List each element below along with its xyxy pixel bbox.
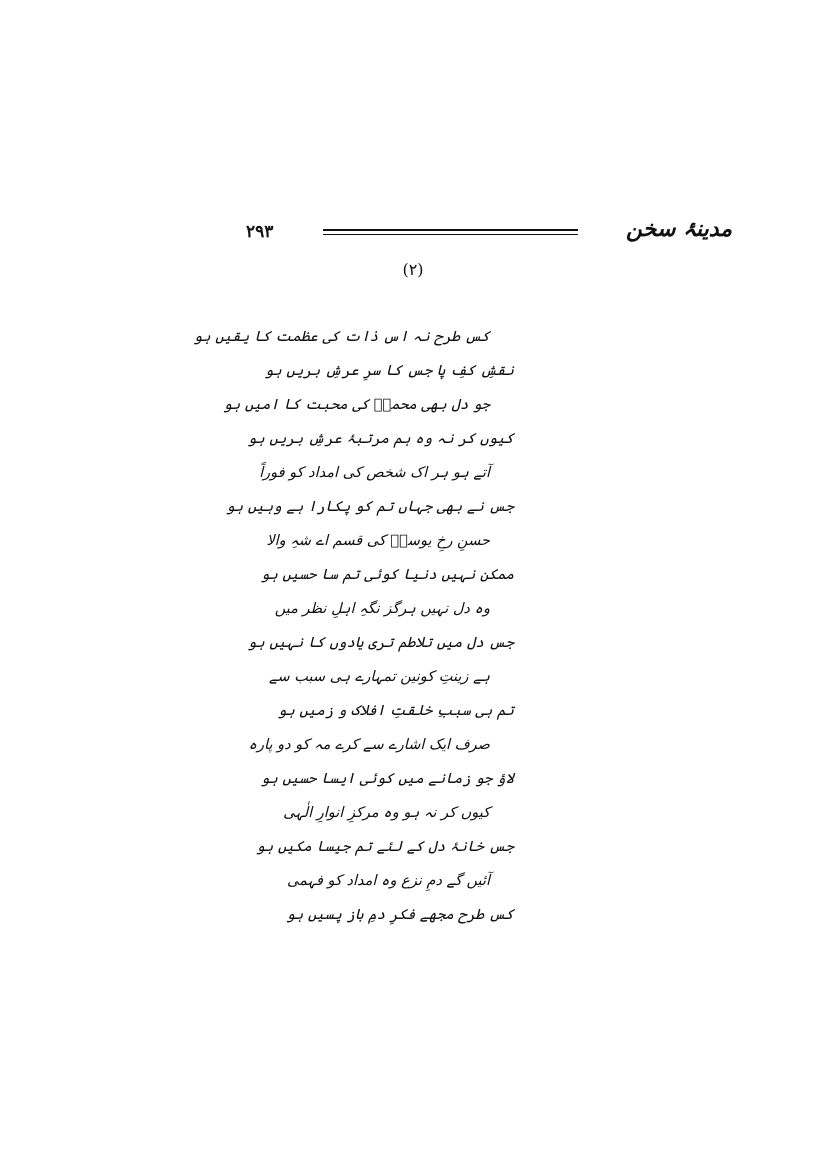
poem-line: کیوں کر نہ ہو وہ مرکزِ انوارِ الٰہی xyxy=(283,805,490,821)
poem-line: لاؤ جو زمانے میں کوئی ایسا حسیں ہو xyxy=(260,771,514,787)
poem-line: نقشِ کفِ پا جس کا سرِ عرشِ بریں ہو xyxy=(264,363,514,379)
header-rule-top xyxy=(323,229,578,231)
poem-line: ہے زینتِ کونین تمہارے ہی سبب سے xyxy=(269,669,490,685)
poem xyxy=(0,326,826,946)
poem-line: جو دل بھی محمدؐ کی محبت کا امیں ہو xyxy=(223,397,490,413)
section-number: (۲) xyxy=(402,260,424,279)
poem-line: ممکن نہیں دنیا کوئی تم سا حسیں ہو xyxy=(260,567,514,583)
poem-line: کس طرح مجھے فکرِ دمِ باز پسیں ہو xyxy=(286,907,514,923)
page-header xyxy=(0,212,826,252)
poem-line: آتے ہو ہر اک شخص کی امداد کو فوراً xyxy=(259,465,490,481)
poem-line: جس نے بھی جہاں تم کو پکارا ہے وہیں ہو xyxy=(226,499,514,515)
poem-line: جس خانۂ دل کے لئے تم جیسا مکیں ہو xyxy=(256,839,514,855)
book-title: مدینۂ سخن xyxy=(626,216,733,242)
poem-line: وہ دل نہیں ہرگز نگہِ اہلِ نظر میں xyxy=(274,601,490,617)
poem-line: حسنِ رخِ یوسفؑ کی قسم اے شہِ والا xyxy=(266,533,490,549)
poem-line: تم ہی سببِ خلقتِ افلاک و زمیں ہو xyxy=(277,703,514,719)
poem-line: کس طرح نہ اس ذات کی عظمت کا یقیں ہو xyxy=(193,329,490,345)
header-rule-bottom xyxy=(323,234,578,235)
page-number: ۲۹۳ xyxy=(246,222,274,242)
poem-line: جس دل میں تلاطم تری یادوں کا نہیں ہو xyxy=(247,635,514,651)
poem-line: صرف ایک اشارے سے کرے مہ کو دو پارہ xyxy=(248,737,490,753)
poem-line: کیوں کر نہ وہ ہم مرتبۂ عرشِ بریں ہو xyxy=(247,431,514,447)
poem-line: آئیں گے دمِ نزع وہ امداد کو فہمی xyxy=(287,873,490,889)
